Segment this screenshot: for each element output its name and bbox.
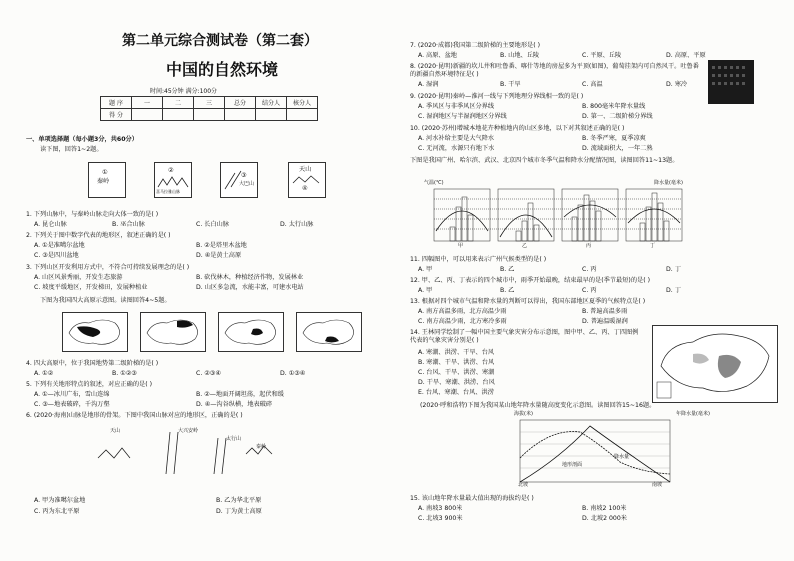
section-heading: 一、单项选择题（每小题3分，共60分） <box>26 136 138 143</box>
chart-label: 北坡 <box>518 482 529 488</box>
score-cell[interactable] <box>225 109 256 121</box>
figure-box-3 <box>220 162 258 198</box>
chart-label: 地形剖面 <box>562 462 583 468</box>
fig-label: 天山 <box>110 428 121 434</box>
option[interactable]: B. 砍伐林木，种植经济作物，发展林业 <box>196 274 304 281</box>
score-cell: 三 <box>194 97 225 109</box>
option[interactable]: C. ③—地表破碎，千沟万壑 <box>34 401 110 408</box>
question-5: 5. 下列有关地形特点的叙述，对应正确的是( ) <box>26 381 153 388</box>
option[interactable]: A. ①—冰川广布，雪山连绵 <box>34 391 110 398</box>
intro-text: 读下图，回答1~2题。 <box>40 146 103 153</box>
china-map-shape <box>141 313 205 351</box>
question-11: 11. 四幅图中，可以用来表示广州气候类型的是( ) <box>410 256 547 263</box>
option[interactable]: A. ①② <box>34 370 54 377</box>
score-cell[interactable] <box>287 109 318 121</box>
exam-subtitle: 中国的自然环境 <box>165 60 278 79</box>
mountain-icon <box>221 163 257 197</box>
option[interactable]: D. 干旱、寒潮、洪涝、台风 <box>418 379 495 386</box>
fig-label: ① <box>102 169 108 176</box>
chart-label: 丙 <box>586 243 592 249</box>
option[interactable]: A. 甲 <box>418 287 433 294</box>
exam-meta: 时间:45分钟 满分:100分 <box>150 88 218 95</box>
option[interactable]: B. ②—地面开阔坦荡，起伏和缓 <box>196 391 284 398</box>
option[interactable]: B. 普遍高温多雨 <box>582 308 628 315</box>
option[interactable]: C. ②③④ <box>196 370 221 377</box>
disaster-map <box>652 325 778 403</box>
chart-label: 降水量 <box>614 454 630 460</box>
fig-label: 大巴山 <box>239 181 255 187</box>
option[interactable]: D. ④是黄土高原 <box>196 252 242 259</box>
chart-label: 甲 <box>458 243 464 249</box>
score-cell: 题 序 <box>101 97 132 109</box>
fig-label: ② <box>168 167 174 174</box>
option[interactable]: C. 丙为东北平原 <box>34 508 80 515</box>
plateau-map-1 <box>62 312 128 352</box>
house-photo-pattern <box>708 60 754 104</box>
question-1: 1. 下列山脉中，与秦岭山脉走向大体一致的是( ) <box>26 211 159 218</box>
intro-text: (2020·呼和浩特)下图为我国某山地年降水量随高度变化示意图。读图回答15~16题。 <box>420 402 656 409</box>
question-10: 10. (2020·苏州)增城本地花卉种植地内的山区多地，以下对其叙述正确的是( ) <box>410 125 625 132</box>
fig-label: 大兴安岭 <box>178 428 199 434</box>
fig-label: ④ <box>302 185 308 192</box>
option[interactable]: D. 丁 <box>666 266 681 273</box>
figure-box-2 <box>154 162 192 198</box>
option[interactable]: B. ①②③ <box>112 370 137 377</box>
question-2: 2. 下列关于图中数字代表的地形区，叙述正确的是( ) <box>26 232 171 239</box>
score-cell[interactable] <box>132 109 163 121</box>
option[interactable]: A. 南坡3 800米 <box>418 505 463 512</box>
option[interactable]: A. 南方高温多雨，北方高温少雨 <box>418 308 507 315</box>
option[interactable]: A. 甲为准噶尔盆地 <box>34 497 86 504</box>
score-cell[interactable] <box>163 109 194 121</box>
intro-text: 下图是我国广州、哈尔滨、武汉、北京四个城市冬季气温和降水分配情况图，读图回答11~13题。 <box>410 157 679 164</box>
score-cell[interactable] <box>194 109 225 121</box>
option[interactable]: D. 寒冷 <box>666 81 688 88</box>
question-7: 7. (2020·成都)我国第二级阶梯的主要地形是( ) <box>410 42 541 49</box>
option[interactable]: D. 普遍温暖湿润 <box>582 318 628 325</box>
fig-label: 喜马拉雅山脉 <box>156 189 180 194</box>
option[interactable]: E. 台风、寒潮、台风、洪涝 <box>418 389 494 396</box>
fig-label: 秦岭 <box>97 178 110 185</box>
exam-title: 第二单元综合测试卷（第二套） <box>122 33 318 49</box>
question-3: 3. 下列山区开发利用方式中，不符合可持续发展理念的是( ) <box>26 264 190 271</box>
china-map-shape <box>63 313 127 351</box>
option[interactable]: A. 湿润 <box>418 81 439 88</box>
option[interactable]: A. 山区风景秀丽，开发生态旅游 <box>34 274 123 281</box>
score-cell: 得 分 <box>101 109 132 121</box>
option[interactable]: C. 台风、干旱、洪涝、寒潮 <box>418 369 495 376</box>
option[interactable]: C. 高温 <box>582 81 603 88</box>
option[interactable]: B. 冬季严寒，夏季凉爽 <box>582 135 646 142</box>
option[interactable]: B. 乙为华北平原 <box>216 497 262 504</box>
option[interactable]: C. 平原、丘陵 <box>582 52 622 59</box>
option[interactable]: D. 流域面积大，一年二熟 <box>582 145 653 152</box>
score-cell: 二 <box>163 97 194 109</box>
china-map-shape <box>297 313 361 351</box>
option[interactable]: B. 干旱 <box>500 81 521 88</box>
option[interactable]: A. 季风区与非季风区分界线 <box>418 103 495 110</box>
axis-label: 年降水量(毫米) <box>676 411 710 417</box>
axis-label: 海拔(米) <box>514 411 533 417</box>
option[interactable]: D. 丁 <box>666 287 681 294</box>
question-9: 9. (2020·昆明)秦岭—淮河一线与下列地理分界线相一致的是( ) <box>410 93 584 100</box>
option[interactable]: A. 高原、盆地 <box>418 52 457 59</box>
question-4: 4. 四大高原中，位于我国地势第二级阶梯的是( ) <box>26 360 159 367</box>
question-6: 6. (2020·海南)山脉是地形的骨架。下图中我国山脉对应的地形区，正确的是( ) <box>26 412 243 419</box>
intro-text: 下图为我国四大高原示意图。读图回答4~5题。 <box>40 297 171 304</box>
option[interactable]: C. 长白山脉 <box>196 221 230 228</box>
figure-box-1 <box>88 162 126 198</box>
option[interactable]: C. ③是四川盆地 <box>34 252 79 259</box>
option[interactable]: B. 800毫米年降水量线 <box>582 103 646 110</box>
score-cell: 核分人 <box>287 97 318 109</box>
option[interactable]: C. 丙 <box>582 266 597 273</box>
china-map-shape <box>653 326 777 402</box>
score-cell: 总分 <box>225 97 256 109</box>
option[interactable]: C. 坡度平缓地区，开发梯田，发展种植业 <box>34 284 148 291</box>
score-cell: 一 <box>132 97 163 109</box>
option[interactable]: D. 山区多急流，水能丰富，可建水电站 <box>196 284 304 291</box>
house-photo <box>708 60 754 104</box>
china-map-shape <box>219 313 283 351</box>
option[interactable]: A. ①是准噶尔盆地 <box>34 242 85 249</box>
option[interactable]: D. 北坡2 000米 <box>582 515 627 522</box>
option[interactable]: A. 甲 <box>418 266 433 273</box>
option[interactable]: D. 丁为黄土高原 <box>216 508 262 515</box>
option[interactable]: B. 南坡2 100米 <box>582 505 627 512</box>
figure-box-4 <box>288 162 326 198</box>
option[interactable]: B. ②是塔里木盆地 <box>196 242 247 249</box>
chart-label: 乙 <box>522 243 528 249</box>
fig-label: 天山 <box>299 166 312 173</box>
score-table <box>100 96 318 121</box>
axis-label: 降水量(毫米) <box>654 180 683 186</box>
option[interactable]: A. 河水补给主要是大气降水 <box>418 135 495 142</box>
axis-label: 气温(℃) <box>424 180 444 186</box>
option[interactable]: A. 昆仑山脉 <box>34 221 67 228</box>
score-cell[interactable] <box>256 109 287 121</box>
question-12: 12. 甲、乙、丙、丁表示的四个城市中，雨季开始最晚，结束最早的是(季节最短)的是( ) <box>410 277 650 284</box>
option[interactable]: D. ④—沟谷纵横，地表破碎 <box>196 401 273 408</box>
option[interactable]: B. 巫合山脉 <box>112 221 145 228</box>
plateau-map-2 <box>140 312 206 352</box>
question-15: 15. 该山地年降水量最大值出现的海拔约是( ) <box>410 495 534 502</box>
elevation-rainfall-chart <box>500 418 690 492</box>
option[interactable]: A. 寒潮、洪涝、干旱、台风 <box>418 349 495 356</box>
option[interactable]: C. 南方高温少雨，北方寒冷多雨 <box>418 318 507 325</box>
option[interactable]: B. 山地、丘陵 <box>500 52 540 59</box>
fig-label: ③ <box>241 172 247 179</box>
score-cell: 结分人 <box>256 97 287 109</box>
option[interactable]: C. 丙 <box>582 287 597 294</box>
option[interactable]: D. ①③④ <box>280 370 306 377</box>
fig-label: 秦岭 <box>256 444 267 450</box>
chart-label: 南坡 <box>652 482 663 488</box>
option[interactable]: C. 无河流，水源只有地下水 <box>418 145 495 152</box>
chart-label: 丁 <box>650 243 656 249</box>
option[interactable]: D. 高原、平原 <box>666 52 706 59</box>
option[interactable]: D. 太行山脉 <box>280 221 314 228</box>
question-14: 14. 王林同学绘制了一幅中国主要气象灾害分布示意图，图中甲、乙、丙、丁四图例代表的气象灾害分别是( ) <box>410 329 639 344</box>
plateau-map-4 <box>296 312 362 352</box>
option[interactable]: D. 第一、二级阶梯分界线 <box>582 113 653 120</box>
option[interactable]: B. 乙 <box>500 287 515 294</box>
option[interactable]: B. 寒潮、干旱、洪涝、台风 <box>418 359 495 366</box>
question-8: 8. (2020·昆明)新疆的坎儿井和吐鲁番、喀什等地的房屋多为平顶(如图)，葡萄挂架内可自然风干。吐鲁番的新疆自然环境特征是( ) <box>410 63 699 78</box>
option[interactable]: B. 乙 <box>500 266 515 273</box>
question-13: 13. 根据对四个城市气温和降水量的判断可以得出，我国东部地区夏季的气候特点是( ) <box>410 298 646 305</box>
option[interactable]: C. 湿润地区与半湿润地区分界线 <box>418 113 507 120</box>
option[interactable]: C. 北坡3 900米 <box>418 515 463 522</box>
fig-label: 太行山 <box>226 436 242 442</box>
plateau-map-3 <box>218 312 284 352</box>
